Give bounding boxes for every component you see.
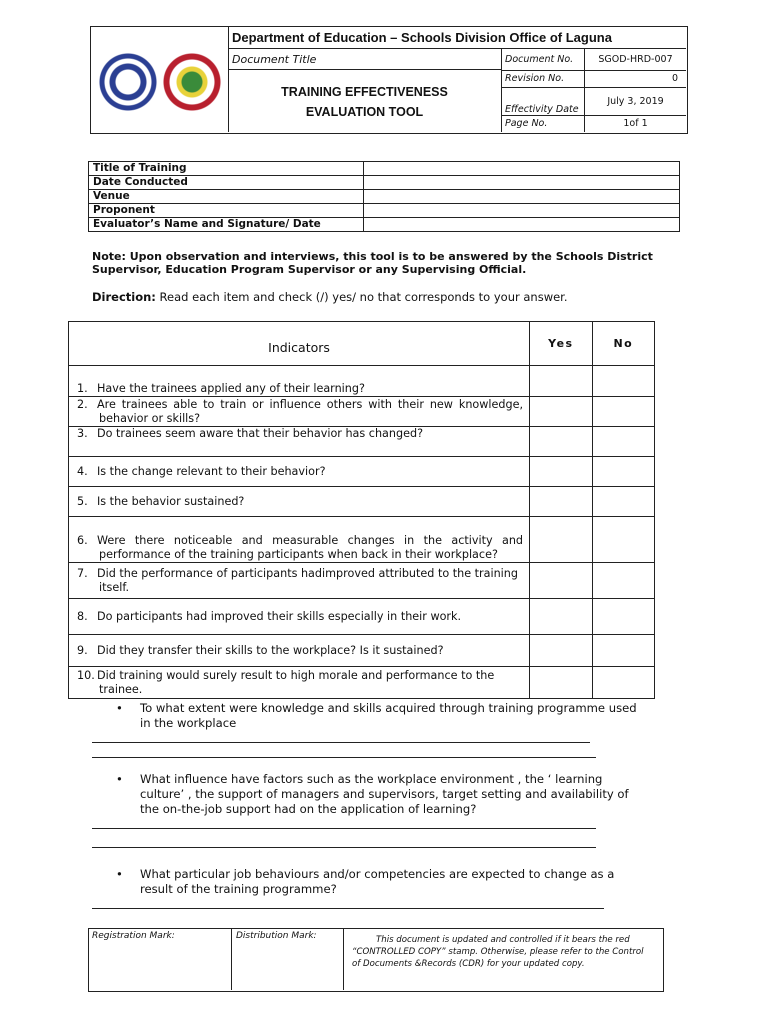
indicator-text <box>69 517 530 563</box>
indicator-text <box>69 366 530 397</box>
no-checkbox[interactable] <box>592 366 654 397</box>
indicator-text <box>69 457 530 487</box>
yes-checkbox[interactable] <box>530 487 593 517</box>
yes-checkbox[interactable] <box>530 635 593 667</box>
yes-checkbox[interactable] <box>530 366 593 397</box>
yes-checkbox[interactable] <box>530 563 593 599</box>
no-checkbox[interactable] <box>592 397 654 427</box>
indicator-question: Did they transfer their skills to the workplace? Is it sustained? <box>97 643 444 657</box>
meta-label: Effectivity Date <box>502 87 585 115</box>
answer-line[interactable] <box>92 757 596 758</box>
question-3 <box>116 867 648 897</box>
no-checkbox[interactable] <box>592 563 654 599</box>
indicator-text <box>69 599 530 635</box>
no-checkbox[interactable] <box>592 599 654 635</box>
direction-body: Read each item and check (/) yes/ no that corresponds to your answer. <box>155 290 568 304</box>
registration-mark: Registration Mark: <box>88 928 232 990</box>
controlled-copy-notice: This document is updated and controlled if it bears the red “CONTROLLED COPY” stamp. Otherwise, please refer to the Control of Documents &Records (CDR) for your updated copy. <box>352 935 644 969</box>
question-text: To what extent were knowledge and skills acquired through training programme used in the workplace <box>140 701 637 730</box>
document-title-label: Document Title <box>228 49 502 70</box>
document-meta-table <box>502 49 686 132</box>
yes-checkbox[interactable] <box>530 397 593 427</box>
yes-header: Yes <box>530 322 593 366</box>
info-value-field[interactable] <box>364 218 680 232</box>
yes-checkbox[interactable] <box>530 667 593 699</box>
indicator-question: Have the trainees applied any of their learning? <box>97 382 365 395</box>
no-checkbox[interactable] <box>592 635 654 667</box>
info-value-field[interactable] <box>364 190 680 204</box>
yes-checkbox[interactable] <box>530 599 593 635</box>
no-checkbox[interactable] <box>592 517 654 563</box>
indicators-header-row <box>69 322 655 366</box>
indicator-row <box>69 457 655 487</box>
meta-row <box>502 87 686 115</box>
indicator-text <box>69 635 530 667</box>
answer-line[interactable] <box>92 742 590 743</box>
answer-line[interactable] <box>92 908 604 909</box>
bullet-icon: • <box>116 772 123 786</box>
indicator-question: Did the performance of participants hadimproved attributed to the training itself. <box>97 566 518 594</box>
info-label: Title of Training <box>89 162 364 176</box>
indicator-text <box>69 427 530 457</box>
meta-label: Document No. <box>502 49 585 70</box>
bullet-icon: • <box>116 701 123 715</box>
info-row <box>89 162 680 176</box>
indicator-row <box>69 427 655 457</box>
division-laguna-seal-icon <box>162 52 222 112</box>
answer-line[interactable] <box>92 828 596 829</box>
organization-name: Department of Education – Schools Division Office of Laguna <box>228 26 686 49</box>
indicator-number: 9. <box>77 643 88 657</box>
info-label: Venue <box>89 190 364 204</box>
indicator-question: Do participants had improved their skills especially in their work. <box>97 609 462 623</box>
meta-label: Revision No. <box>502 70 585 87</box>
indicator-number: 4. <box>77 464 88 478</box>
yes-checkbox[interactable] <box>530 427 593 457</box>
indicator-row <box>69 397 655 427</box>
indicator-question: Did training would surely result to high morale and performance to the trainee. <box>97 668 495 696</box>
indicator-question: Is the change relevant to their behavior? <box>97 464 326 478</box>
info-value-field[interactable] <box>364 176 680 190</box>
document-title-line1: TRAINING EFFECTIVENESS <box>281 85 448 99</box>
question-text: What particular job behaviours and/or competencies are expected to change as a result of the training programme? <box>140 867 615 896</box>
meta-value: 1of 1 <box>585 115 687 132</box>
distribution-mark: Distribution Mark: <box>232 928 344 990</box>
meta-value: July 3, 2019 <box>585 87 687 115</box>
indicator-question: Were there noticeable and measurable changes in the activity and performance of the training participants when back in their workplace? <box>97 534 524 561</box>
indicator-row <box>69 366 655 397</box>
info-row <box>89 176 680 190</box>
meta-value: SGOD-HRD-007 <box>585 49 687 70</box>
info-label: Evaluator’s Name and Signature/ Date <box>89 218 364 232</box>
no-checkbox[interactable] <box>592 457 654 487</box>
yes-checkbox[interactable] <box>530 457 593 487</box>
no-checkbox[interactable] <box>592 487 654 517</box>
indicator-text <box>69 563 530 599</box>
no-header: No <box>592 322 654 366</box>
indicator-row <box>69 517 655 563</box>
meta-value: 0 <box>585 70 687 87</box>
document-title <box>228 70 502 132</box>
info-row <box>89 218 680 232</box>
indicator-question: Do trainees seem aware that their behavior has changed? <box>97 427 424 440</box>
info-label: Proponent <box>89 204 364 218</box>
indicator-row <box>69 599 655 635</box>
indicator-row <box>69 487 655 517</box>
yes-checkbox[interactable] <box>530 517 593 563</box>
question-2 <box>116 772 648 817</box>
indicator-question: Are trainees able to train or influence others with their new knowledge, behavior or skills? <box>97 397 524 425</box>
indicator-number: 1. <box>77 382 88 395</box>
direction-text <box>92 290 568 304</box>
indicator-text <box>69 487 530 517</box>
indicator-number: 8. <box>77 609 88 623</box>
indicator-number: 3. <box>77 427 88 440</box>
indicator-number: 10. <box>77 668 95 682</box>
indicator-row <box>69 667 655 699</box>
direction-label: Direction: <box>92 290 156 304</box>
meta-row <box>502 49 686 70</box>
question-text: What influence have factors such as the workplace environment , the ‘ learning culture’ , the support of managers and supervisors, target setting and availability of the on-the-job support had on the application of learning? <box>140 772 629 816</box>
indicator-number: 6. <box>77 534 88 547</box>
indicator-row <box>69 635 655 667</box>
note-text: Note: Upon observation and interviews, this tool is to be answered by the Schools District Supervisor, Education Program Supervisor or any Supervising Official. <box>92 250 653 276</box>
indicator-number: 7. <box>77 566 88 580</box>
info-row <box>89 204 680 218</box>
logo-area <box>90 26 229 132</box>
info-label: Date Conducted <box>89 176 364 190</box>
deped-seal-icon <box>98 52 158 112</box>
meta-label: Page No. <box>502 115 585 132</box>
question-1 <box>116 701 648 731</box>
info-row <box>89 190 680 204</box>
indicator-text <box>69 667 530 699</box>
no-checkbox[interactable] <box>592 427 654 457</box>
answer-line[interactable] <box>92 847 596 848</box>
indicator-text <box>69 397 530 427</box>
info-value-field[interactable] <box>364 162 680 176</box>
indicator-number: 5. <box>77 494 88 508</box>
indicator-question: Is the behavior sustained? <box>97 494 245 508</box>
training-info-table <box>88 161 680 232</box>
document-title-line2: EVALUATION TOOL <box>305 105 424 119</box>
no-checkbox[interactable] <box>592 667 654 699</box>
meta-row <box>502 70 686 87</box>
indicators-table <box>68 321 655 699</box>
bullet-icon: • <box>116 867 123 881</box>
indicator-row <box>69 563 655 599</box>
info-value-field[interactable] <box>364 204 680 218</box>
indicator-number: 2. <box>77 397 88 411</box>
meta-row <box>502 115 686 132</box>
indicators-header: Indicators <box>69 322 530 366</box>
